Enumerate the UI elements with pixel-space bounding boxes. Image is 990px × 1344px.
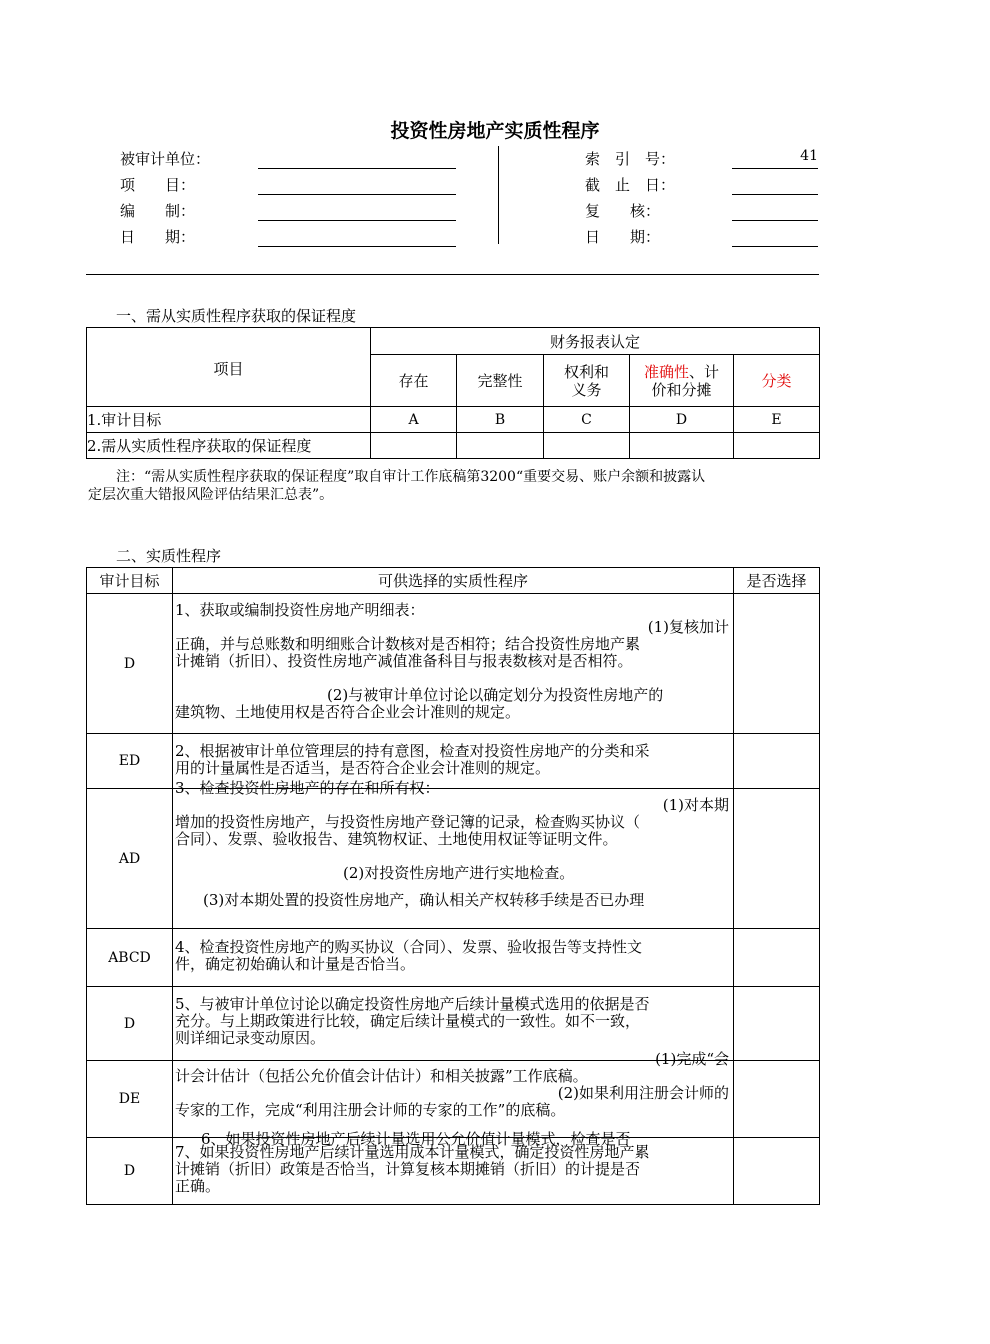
page-title: 投资性房地产实质性程序: [390, 120, 600, 142]
audited-unit-label: 被审计单位：: [120, 150, 211, 168]
assertion-accuracy-valuation: 准确性、计 价和分摊: [630, 355, 734, 407]
procedure-select-cell[interactable]: [734, 929, 820, 987]
index-number-field[interactable]: 41: [732, 148, 818, 169]
reviewer-label: 复 核：: [585, 202, 661, 220]
objective-column-header: 审计目标: [87, 568, 173, 594]
objective-cell: B: [457, 407, 544, 433]
assurance-cell[interactable]: [457, 433, 544, 459]
cutoff-date-field[interactable]: [732, 174, 818, 195]
assertion-rights-obligations: 权利和 义务: [544, 355, 630, 407]
header-rule: [86, 274, 819, 275]
table-row: [87, 1138, 820, 1205]
procedure-objective: ABCD: [87, 929, 173, 987]
objective-cell: C: [544, 407, 630, 433]
procedure-text: 5、与被审计单位讨论以确定投资性房地产后续计量模式选用的依据是否 充分。与上期政策进行比较，确定后续计量模式的一致性。如不一致， 则详细记录变动原因。: [173, 987, 734, 1061]
assurance-cell[interactable]: [630, 433, 734, 459]
objective-cell: E: [734, 407, 820, 433]
table-row: [87, 789, 820, 929]
review-date-field[interactable]: [732, 226, 818, 247]
assurance-table: [86, 327, 820, 459]
procedure-objective: ED: [87, 734, 173, 789]
section2-heading: 二、实质性程序: [116, 547, 222, 565]
procedure-select-cell[interactable]: [734, 789, 820, 929]
procedure-objective: D: [87, 1138, 173, 1205]
procedure-text: 2、根据被审计单位管理层的持有意图，检查对投资性房地产的分类和采 用的计量属性是否适当，是否符合企业会计准则的规定。: [173, 734, 734, 789]
procedure-select-cell[interactable]: [734, 987, 820, 1061]
assertion-existence: 存在: [371, 355, 457, 407]
table-row: [87, 594, 820, 734]
assurance-cell[interactable]: [371, 433, 457, 459]
procedure-select-cell[interactable]: [734, 594, 820, 734]
procedures-table: [86, 567, 820, 1205]
table-row: [87, 929, 820, 987]
assurance-note: 注：“需从实质性程序获取的保证程度”取自审计工作底稿第3200“重要交易、账户余额和披露认 定层次重大错报风险评估结果汇总表”。: [88, 469, 706, 503]
selected-column-header: 是否选择: [734, 568, 820, 594]
review-date-label: 日 期：: [585, 228, 661, 246]
procedure-text: (1)完成“会 计会计估计（包括公允价值会计估计）和相关披露”工作底稿。 (2)如果利用注册会计师的 专家的工作，完成“利用注册会计师的专家的工作”的底稿。 6、如果投资性房地产后续计量选用公允价值计量模式，检查是否: [173, 1061, 734, 1138]
assertion-classification: 分类: [734, 355, 820, 407]
procedure-select-cell[interactable]: [734, 1061, 820, 1138]
procedure-select-cell[interactable]: [734, 1138, 820, 1205]
prepared-date-label: 日 期：: [120, 228, 196, 246]
objective-cell: D: [630, 407, 734, 433]
procedure-text: 4、检查投资性房地产的购买协议（合同）、发票、验收报告等支持性文 件，确定初始确认和计量是否恰当。: [173, 929, 734, 987]
table-row: [87, 1061, 820, 1138]
project-label: 项 目：: [120, 176, 196, 194]
procedure-text: 3、检查投资性房地产的存在和所有权： (1)对本期 增加的投资性房地产，与投资性房地产登记簿的记录，检查购买协议（ 合同）、发票、验收报告、建筑物权证、土地使用权证等证明文件。 (2)对投资性房地产进行实地检查。 (3)对本期处置的投资性房地产，确认相关产权转移手续是否已办理: [173, 789, 734, 929]
header-divider: [498, 146, 499, 244]
procedure-text: 1、获取或编制投资性房地产明细表： (1)复核加计 正确，并与总账数和明细账合计数核对是否相符；结合投资性房地产累 计摊销（折旧）、投资性房地产减值准备科目与报表数核对是否相符。 (2)与被审计单位讨论以确定划分为投资性房地产的 建筑物、土地使用权是否符合企业会计准则的规定。: [173, 594, 734, 734]
assurance-cell[interactable]: [734, 433, 820, 459]
preparer-label: 编 制：: [120, 202, 196, 220]
assurance-cell[interactable]: [544, 433, 630, 459]
procedure-select-cell[interactable]: [734, 734, 820, 789]
row-assurance-level-label: 2.需从实质性程序获取的保证程度: [87, 433, 371, 459]
row-audit-objective-label: 1.审计目标: [87, 407, 371, 433]
procedure-objective: DE: [87, 1061, 173, 1138]
audited-unit-field[interactable]: [258, 148, 456, 169]
procedure-objective: D: [87, 987, 173, 1061]
section1-heading: 一、需从实质性程序获取的保证程度: [116, 307, 357, 325]
preparer-field[interactable]: [258, 200, 456, 221]
procedure-text: 7、如果投资性房地产后续计量选用成本计量模式，确定投资性房地产累 计摊销（折旧）政策是否恰当，计算复核本期摊销（折旧）的计提是否 正确。: [173, 1138, 734, 1205]
assertion-completeness: 完整性: [457, 355, 544, 407]
reviewer-field[interactable]: [732, 200, 818, 221]
assertion-group-header: 财务报表认定: [371, 328, 820, 355]
project-field[interactable]: [258, 174, 456, 195]
objective-cell: A: [371, 407, 457, 433]
procedure-column-header: 可供选择的实质性程序: [173, 568, 734, 594]
procedure-objective: AD: [87, 789, 173, 929]
project-header: 项目: [87, 328, 371, 407]
procedure-objective: D: [87, 594, 173, 734]
prepared-date-field[interactable]: [258, 226, 456, 247]
cutoff-date-label: 截 止 日：: [585, 176, 676, 194]
index-number-label: 索 引 号：: [585, 150, 676, 168]
